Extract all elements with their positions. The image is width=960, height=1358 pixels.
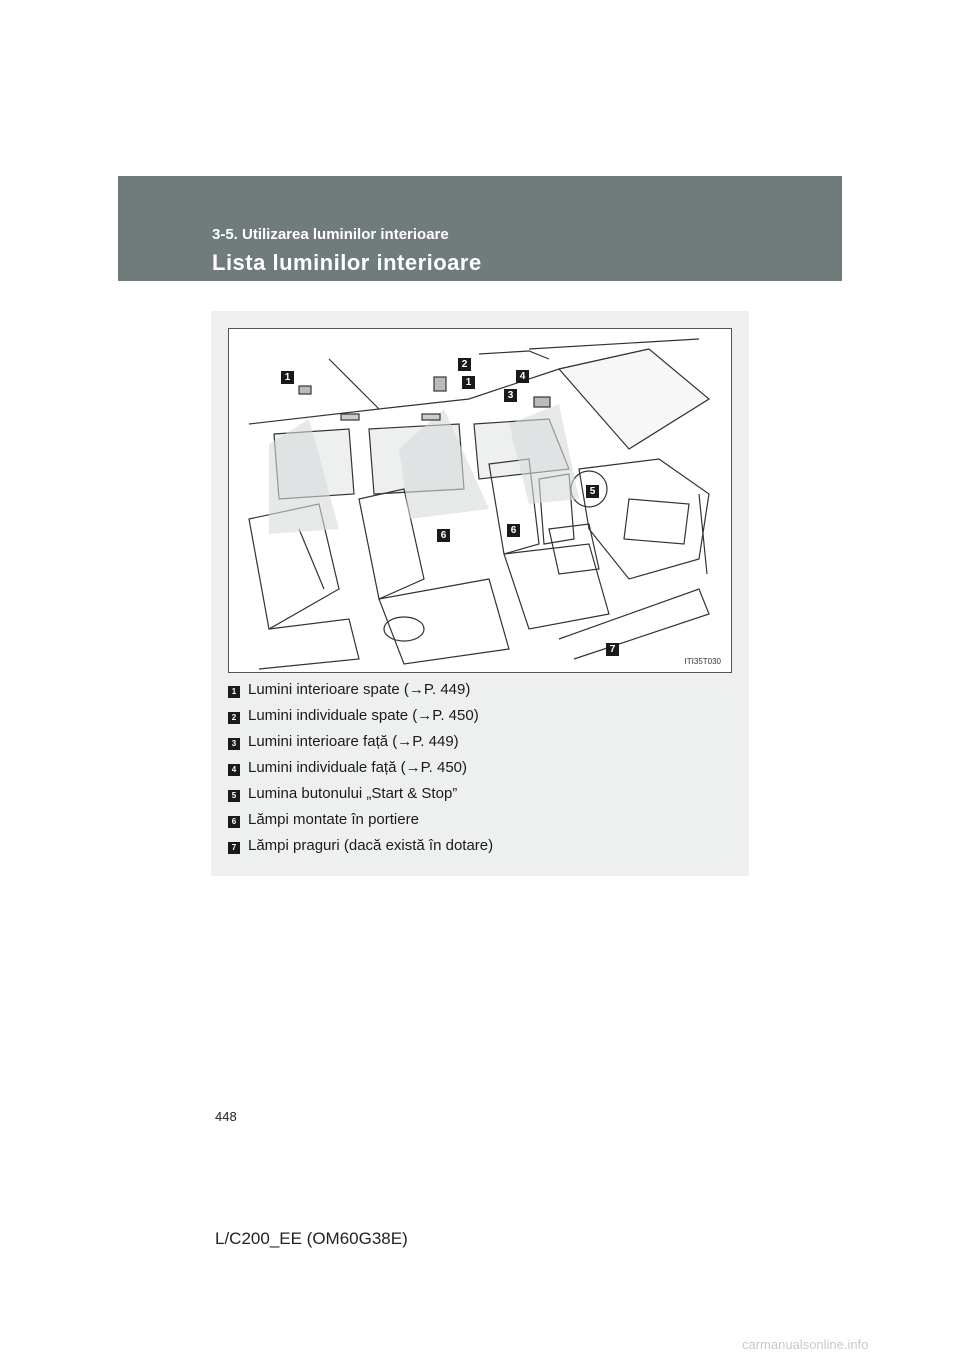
legend-number: 1 [228, 686, 240, 698]
car-interior-drawing [229, 329, 733, 674]
legend-number: 4 [228, 764, 240, 776]
legend-item [228, 707, 728, 731]
legend-number: 7 [228, 842, 240, 854]
legend-number: 3 [228, 738, 240, 750]
legend-text: Lumini individuale față (→P. 450) [248, 759, 468, 776]
legend-item [228, 733, 728, 757]
watermark: carmanualsonline.info [742, 1337, 869, 1352]
document-code: L/C200_EE (OM60G38E) [215, 1229, 408, 1248]
figure-code: ITI35T030 [684, 657, 721, 666]
callout-5: 5 [586, 485, 599, 498]
callout-1-rear: 1 [281, 371, 294, 384]
legend-number: 6 [228, 816, 240, 828]
section-header [118, 176, 842, 281]
callout-6-front-door: 6 [507, 524, 520, 537]
illustration-panel [211, 311, 749, 876]
legend-item [228, 785, 728, 809]
legend-item [228, 681, 728, 705]
callout-1-middle: 1 [462, 376, 475, 389]
section-label: 3-5. Utilizarea luminilor interioare [212, 226, 449, 243]
legend-text: Lumini interioare spate (→P. 449) [248, 681, 471, 698]
callout-6-rear-door: 6 [437, 529, 450, 542]
callout-7: 7 [606, 643, 619, 656]
legend-item [228, 837, 728, 861]
legend-number: 5 [228, 790, 240, 802]
interior-lights-illustration [228, 328, 732, 673]
legend-text: Lumini individuale spate (→P. 450) [248, 707, 479, 724]
legend-text: Lămpi montate în portiere [248, 811, 419, 828]
legend-item [228, 759, 728, 783]
page-number: 448 [215, 1109, 237, 1124]
page-title: Lista luminilor interioare [212, 250, 482, 275]
legend-text: Lumini interioare față (→P. 449) [248, 733, 459, 750]
callout-2: 2 [458, 358, 471, 371]
callout-4: 4 [516, 370, 529, 383]
legend-text: Lumina butonului „Start & Stop” [248, 785, 458, 802]
callout-3: 3 [504, 389, 517, 402]
legend-item [228, 811, 728, 835]
legend-text: Lămpi praguri (dacă există în dotare) [248, 837, 494, 854]
legend-number: 2 [228, 712, 240, 724]
